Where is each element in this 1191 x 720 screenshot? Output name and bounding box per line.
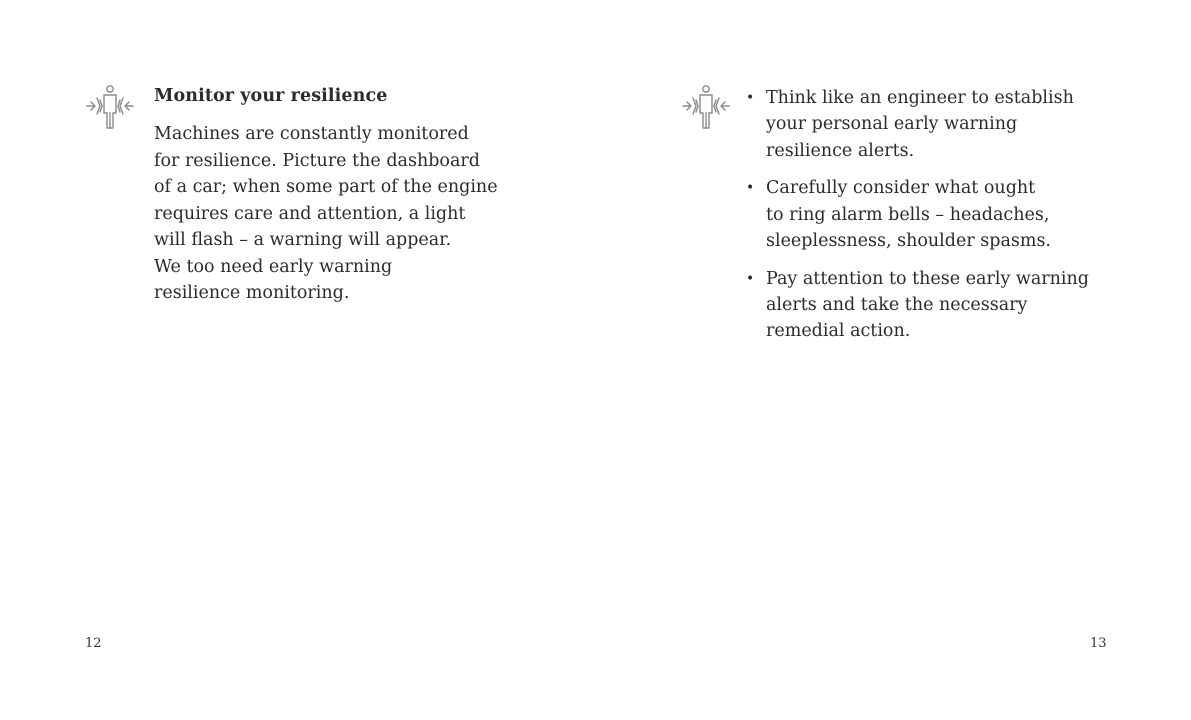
resilience-figure-icon	[84, 84, 136, 132]
left-page	[0, 0, 595, 720]
body-line: will flash – a warning will appear.	[154, 230, 452, 250]
bullet-marker: •	[746, 180, 755, 197]
list-item	[746, 85, 1146, 164]
body-paragraph	[154, 121, 534, 307]
bullet-line: Pay attention to these early warning	[766, 268, 1090, 289]
page-number: 13	[1090, 636, 1107, 651]
body-line: of a car; when some part of the engine	[154, 177, 498, 197]
bullet-marker: •	[746, 90, 755, 106]
right-page	[596, 0, 1191, 720]
bullet-line: to ring alarm bells – headaches,	[766, 204, 1050, 225]
bullet-line: sleeplessness, shoulder spasms.	[766, 230, 1051, 251]
bullet-list	[746, 85, 1146, 356]
bullet-line: Carefully consider what ought	[766, 178, 1036, 199]
bullet-line: Think like an engineer to establish	[766, 88, 1074, 108]
body-line: Machines are constantly monitored	[154, 124, 469, 144]
list-item	[746, 266, 1146, 345]
body-line: for resilience. Picture the dashboard	[154, 150, 480, 171]
bullet-line: resilience alerts.	[766, 140, 915, 161]
page-number: 12	[85, 636, 102, 651]
body-line: We too need early warning	[154, 256, 393, 277]
bullet-line: remedial action.	[766, 321, 911, 342]
body-line: resilience monitoring.	[154, 283, 350, 303]
list-item	[746, 175, 1146, 254]
body-line: requires care and attention, a light	[154, 203, 466, 224]
section-heading: Monitor your resilience	[154, 86, 388, 106]
bullet-marker: •	[746, 270, 755, 287]
bullet-line: alerts and take the necessary	[766, 295, 1028, 316]
bullet-line: your personal early warning	[766, 114, 1018, 135]
resilience-figure-icon	[680, 84, 732, 132]
